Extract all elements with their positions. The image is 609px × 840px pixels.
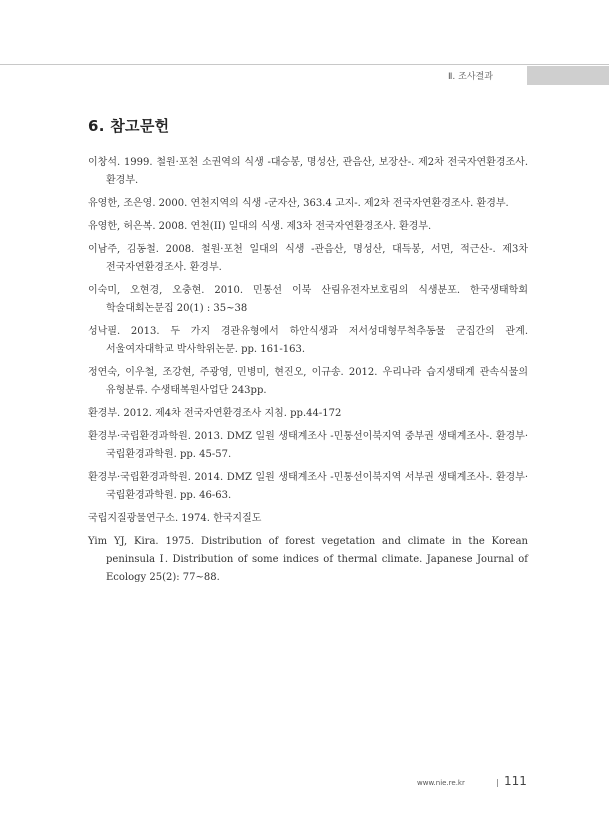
reference-item: 환경부·국립환경과학원. 2014. DMZ 일원 생태계조사 -민통선이북지역 서부권 생태계조사-. 환경부·국립환경과학원. pp. 46-63. bbox=[88, 472, 528, 501]
footer-url[interactable]: www.nie.re.kr bbox=[417, 779, 465, 787]
section-tab-marker bbox=[527, 66, 609, 85]
reference-item: 환경부. 2012. 제4차 전국자연환경조사 지침. pp.44-172 bbox=[88, 408, 342, 419]
reference-list bbox=[88, 154, 528, 592]
reference-item: 국립지질광물연구소. 1974. 한국지질도 bbox=[88, 513, 262, 524]
reference-item: 이창석. 1999. 철원·포천 소권역의 식생 -대승봉, 명성산, 관음산, 보장산-. 제2차 전국자연환경조사. 환경부. bbox=[88, 157, 528, 186]
reference-item: 유영한, 허은복. 2008. 연천(II) 일대의 식생. 제3차 전국자연환경조사. 환경부. bbox=[88, 221, 432, 232]
reference-item: Yim YJ, Kira. 1975. Distribution of forest vegetation and climate in the Korean peninsula Ⅰ. Distribution of some indices of thermal climate. Japanese Journal of Ecology 25(2): 77~88. bbox=[88, 536, 528, 583]
reference-item: 이숙미, 오현경, 오충현. 2010. 민통선 이북 산림유전자보호림의 식생분포. 한국생태학회 학술대회논문집 20(1) : 35~38 bbox=[88, 285, 528, 314]
section-label: Ⅱ. 조사결과 bbox=[448, 72, 493, 82]
header-divider bbox=[0, 64, 609, 65]
reference-item: 성낙필. 2013. 두 가지 경관유형에서 하안식생과 저서성대형무척추동물 군집간의 관계. 서울여자대학교 박사학위논문. pp. 161-163. bbox=[88, 326, 528, 355]
page-title: 6. 참고문헌 bbox=[88, 117, 170, 135]
footer-divider bbox=[497, 779, 498, 787]
page-number: 111 bbox=[504, 774, 527, 788]
reference-item: 이남주, 김동철. 2008. 철원·포천 일대의 식생 -관음산, 명성산, 대득봉, 서면, 적근산-. 제3차 전국자연환경조사. 환경부. bbox=[88, 244, 528, 273]
reference-item: 환경부·국립환경과학원. 2013. DMZ 일원 생태계조사 -민통선이북지역 중부권 생태계조사-. 환경부·국립환경과학원. pp. 45-57. bbox=[88, 431, 528, 460]
reference-item: 정연숙, 이우철, 조강현, 주광영, 민병미, 현진오, 이규송. 2012. 우리나라 습지생태계 관속식물의 유형분류. 수생태복원사업단 243pp. bbox=[88, 367, 528, 396]
reference-item: 유영한, 조은영. 2000. 연천지역의 식생 -군자산, 363.4 고지-. 제2차 전국자연환경조사. 환경부. bbox=[88, 198, 509, 209]
